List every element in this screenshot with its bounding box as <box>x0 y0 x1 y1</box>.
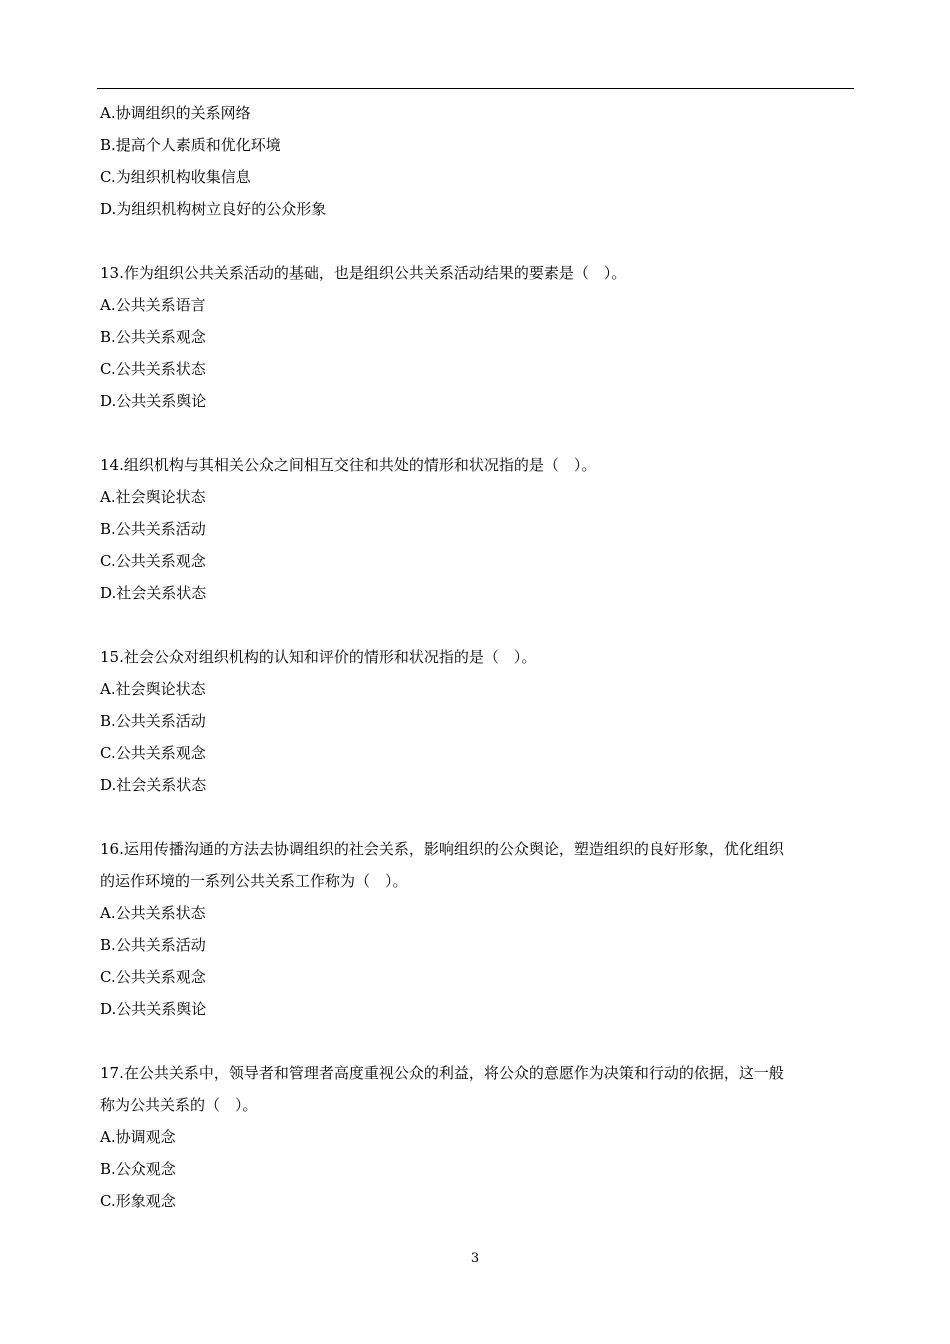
question-stem-line-2: 称为公共关系的（ ）。 <box>100 1096 258 1114</box>
option-c: C.为组织机构收集信息 <box>100 168 251 186</box>
option-d: D.公共关系舆论 <box>100 1000 207 1018</box>
option-d: D.公共关系舆论 <box>100 392 207 410</box>
option-a: A.社会舆论状态 <box>100 488 206 506</box>
option-a: A.公共关系语言 <box>100 296 206 314</box>
prev-question-options <box>100 97 854 225</box>
option-d: D.为组织机构树立良好的公众形象 <box>100 200 327 218</box>
spacer <box>100 417 854 449</box>
question-stem: 15.社会公众对组织机构的认知和评价的情形和状况指的是（ ）。 <box>100 648 537 666</box>
header-rule <box>97 88 854 89</box>
spacer <box>100 1025 854 1057</box>
option-b: B.公共关系观念 <box>100 328 206 346</box>
spacer <box>100 609 854 641</box>
question-14 <box>100 449 854 609</box>
spacer <box>100 225 854 257</box>
option-b: B.提高个人素质和优化环境 <box>100 136 281 154</box>
page-content <box>100 97 854 1217</box>
option-c: C.公共关系状态 <box>100 360 206 378</box>
question-15 <box>100 641 854 801</box>
question-stem-line-1: 16.运用传播沟通的方法去协调组织的社会关系，影响组织的公众舆论，塑造组织的良好形象，优化组织 <box>100 840 784 858</box>
question-stem-line-2: 的运作环境的一系列公共关系工作称为（ ）。 <box>100 872 408 890</box>
option-d: D.社会关系状态 <box>100 584 207 602</box>
question-stem-line-1: 17.在公共关系中，领导者和管理者高度重视公众的利益，将公众的意愿作为决策和行动的依据，这一般 <box>100 1064 784 1082</box>
option-b: B.公众观念 <box>100 1160 176 1178</box>
option-a: A.协调组织的关系网络 <box>100 104 251 122</box>
page-number: 3 <box>470 1251 480 1266</box>
option-a: A.社会舆论状态 <box>100 680 206 698</box>
option-c: C.形象观念 <box>100 1192 176 1210</box>
option-b: B.公共关系活动 <box>100 936 206 954</box>
option-a: A.公共关系状态 <box>100 904 206 922</box>
option-c: C.公共关系观念 <box>100 744 206 762</box>
question-16 <box>100 833 854 1025</box>
option-b: B.公共关系活动 <box>100 712 206 730</box>
question-stem: 14.组织机构与其相关公众之间相互交往和共处的情形和状况指的是（ ）。 <box>100 456 597 474</box>
option-a: A.协调观念 <box>100 1128 176 1146</box>
spacer <box>100 801 854 833</box>
question-13 <box>100 257 854 417</box>
option-c: C.公共关系观念 <box>100 552 206 570</box>
option-d: D.社会关系状态 <box>100 776 207 794</box>
option-c: C.公共关系观念 <box>100 968 206 986</box>
question-17 <box>100 1057 854 1217</box>
option-b: B.公共关系活动 <box>100 520 206 538</box>
question-stem: 13.作为组织公共关系活动的基础，也是组织公共关系活动结果的要素是（ ）。 <box>100 264 627 282</box>
